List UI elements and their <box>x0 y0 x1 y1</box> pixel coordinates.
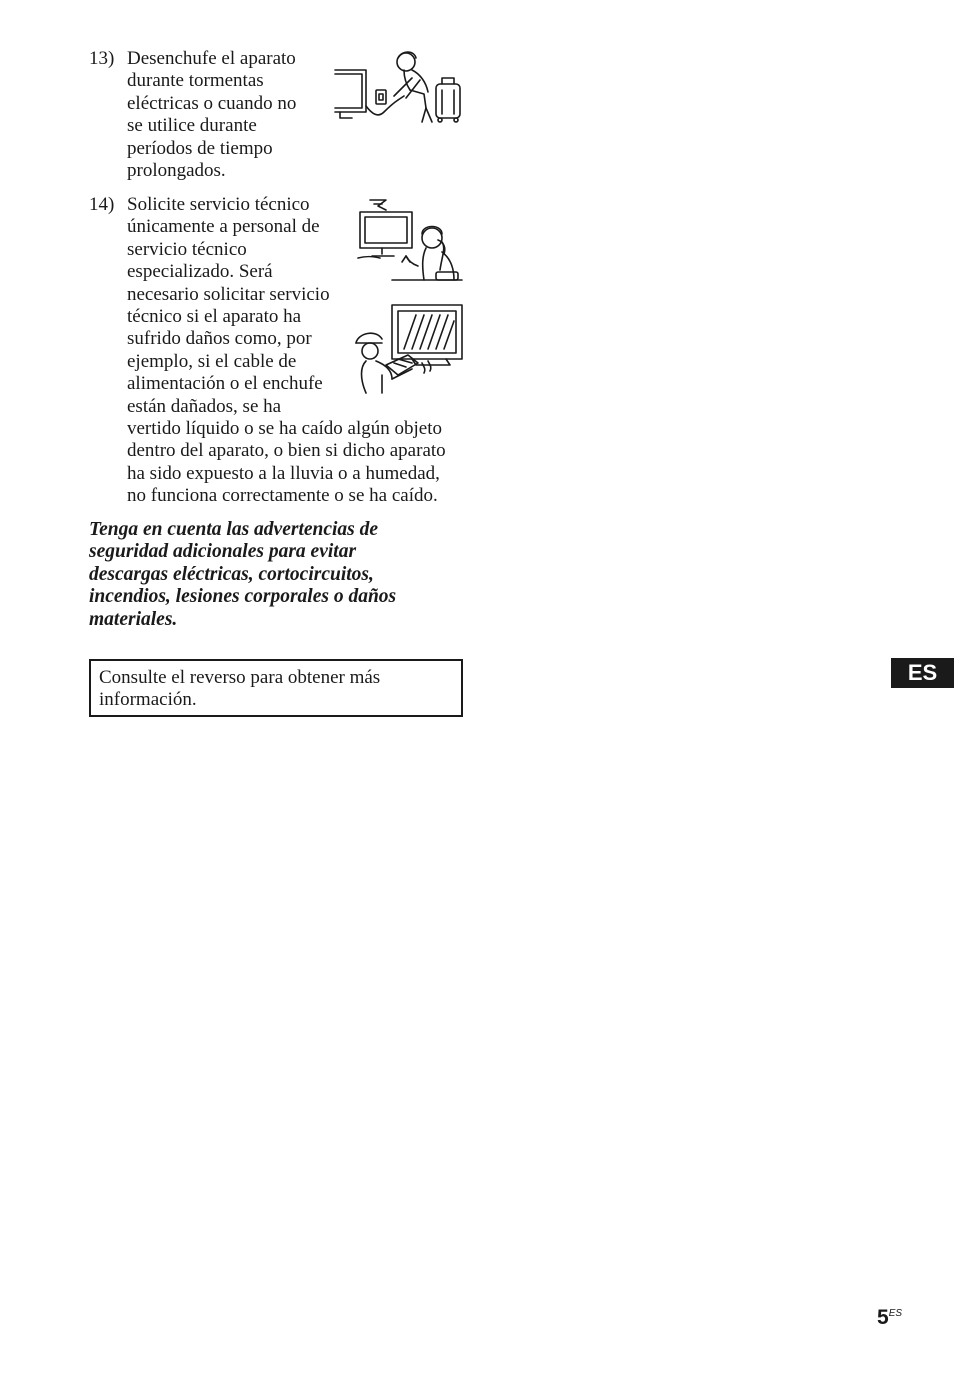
text-line: técnico si el aparato ha <box>127 306 302 328</box>
text-line: durante tormentas <box>127 70 264 92</box>
text-line: Solicite servicio técnico <box>127 194 310 215</box>
page-number-value: 5 <box>877 1306 889 1329</box>
text-line: Desenchufe el aparato <box>127 48 296 69</box>
language-tab: ES <box>891 658 954 688</box>
text-line: servicio técnico <box>127 238 247 260</box>
item-number: 13) <box>89 48 115 69</box>
item-number: 14) <box>89 194 115 215</box>
text-line: únicamente a personal de <box>127 216 320 238</box>
warning-line: Tenga en cuenta las advertencias de <box>89 519 379 540</box>
warning-line: seguridad adicionales para evitar <box>89 541 357 563</box>
text-line: dentro del aparato, o bien si dicho aparato <box>127 440 446 462</box>
safety-warning <box>89 519 469 631</box>
text-line: períodos de tiempo <box>127 137 273 159</box>
text-line: se utilice durante <box>127 115 257 137</box>
text-line: eléctricas o cuando no <box>127 92 297 114</box>
technician-repair-illustration <box>352 303 464 395</box>
page-number <box>877 1306 902 1330</box>
text-line: ejemplo, si el cable de <box>127 350 297 372</box>
note-line: información. <box>99 689 197 711</box>
note-line: Consulte el reverso para obtener más <box>99 667 381 688</box>
text-line: ha sido expuesto a la lluvia o a humedad, <box>127 462 440 484</box>
warning-line: materiales. <box>89 608 178 630</box>
text-line: especializado. Será <box>127 261 273 283</box>
text-line: prolongados. <box>127 160 226 182</box>
text-line: no funciona correctamente o se ha caído. <box>127 485 438 507</box>
unplug-tv-illustration <box>332 48 464 124</box>
phone-service-illustration <box>356 196 464 288</box>
text-line: están dañados, se ha <box>127 395 282 417</box>
text-line: necesario solicitar servicio <box>127 283 330 305</box>
text-line: alimentación o el enchufe <box>127 373 323 395</box>
warning-line: incendios, lesiones corporales o daños <box>89 586 397 608</box>
warning-line: descargas eléctricas, cortocircuitos, <box>89 563 374 585</box>
note-box <box>89 659 463 717</box>
item-text <box>127 48 296 182</box>
text-line: sufrido daños como, por <box>127 328 312 350</box>
text-line: vertido líquido o se ha caído algún objeto <box>127 418 443 440</box>
page-number-suffix: ES <box>888 1308 903 1319</box>
